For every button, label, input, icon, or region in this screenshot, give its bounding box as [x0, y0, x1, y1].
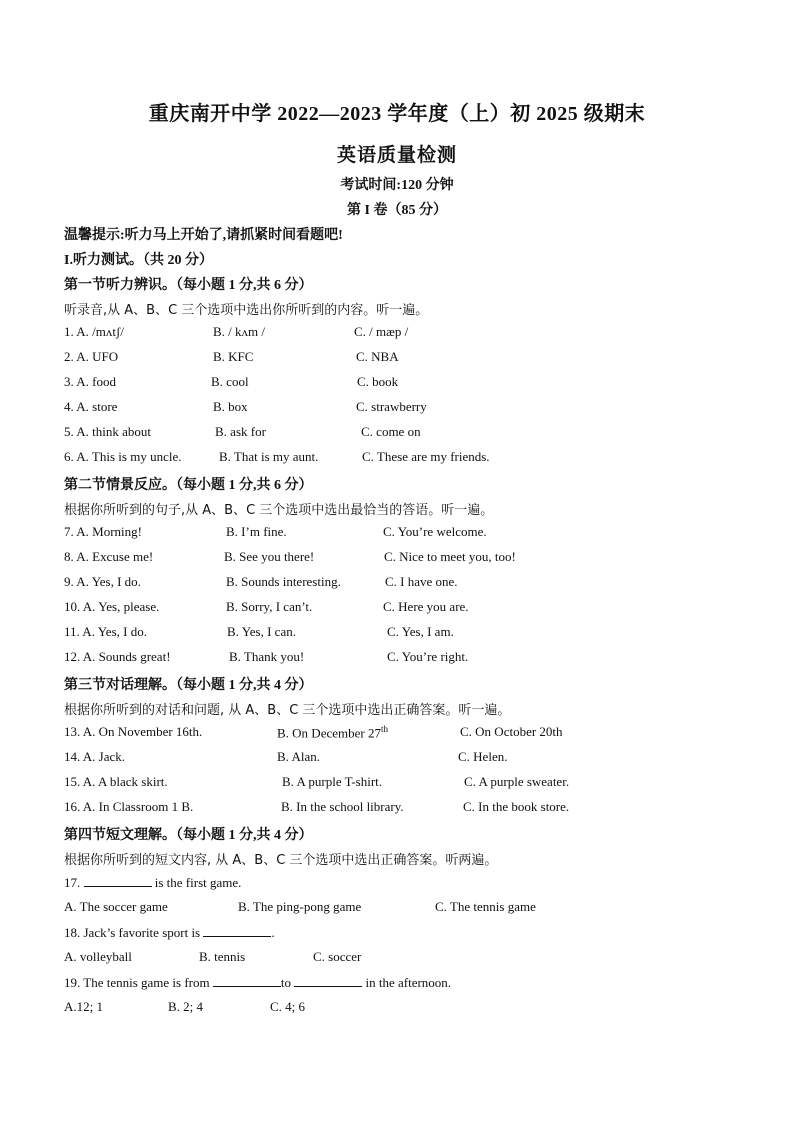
section1-title: 第一节听力辨识。（每小题 1 分,共 6 分） — [64, 278, 313, 293]
question-text: 18. Jack’s favorite sport is — [64, 925, 201, 940]
option-b: B. KFC — [213, 349, 254, 364]
option-a: 11. A. Yes, I do. — [64, 624, 147, 639]
option-b: B. That is my aunt. — [219, 449, 319, 464]
option-a: 16. A. In Classroom 1 B. — [64, 799, 194, 814]
option-b: B. ask for — [215, 424, 266, 439]
option-b: B. Sorry, I can’t. — [226, 599, 313, 614]
option-c: C. soccer — [313, 949, 362, 964]
answer-blank[interactable] — [213, 974, 281, 987]
option-c: C. / mæp / — [354, 324, 409, 339]
option-a: 1. A. /mʌtʃ/ — [64, 324, 124, 339]
question-19 — [64, 974, 451, 991]
option-c: C. Helen. — [458, 749, 508, 764]
part1-title: I.听力测试。（共 20 分） — [64, 253, 213, 268]
option-c: C. The tennis game — [435, 899, 536, 914]
exam-title: 重庆南开中学 2022—2023 学年度（上）初 2025 级期末 — [148, 103, 646, 125]
section1-instruction: 听录音,从 A、B、C 三个选项中选出你所听到的内容。听一遍。 — [64, 303, 429, 318]
option-b: B. I’m fine. — [226, 524, 287, 539]
option-a: 7. A. Morning! — [64, 524, 142, 539]
answer-blank[interactable] — [294, 974, 362, 987]
ordinal-suffix: th — [380, 724, 388, 734]
option-c: C. I have one. — [385, 574, 458, 589]
option-a: 9. A. Yes, I do. — [64, 574, 141, 589]
option-a: 15. A. A black skirt. — [64, 774, 168, 789]
question-text: 19. The tennis game is from — [64, 975, 210, 990]
option-b: B. Alan. — [277, 749, 320, 764]
option-a: A. The soccer game — [64, 899, 168, 914]
option-c: C. Yes, I am. — [387, 624, 454, 639]
option-b: B. 2; 4 — [168, 999, 204, 1014]
option-b: B. cool — [211, 374, 249, 389]
option-c: C. A purple sweater. — [464, 774, 570, 789]
section3-instruction: 根据你所听到的对话和问题, 从 A、B、C 三个选项中选出正确答案。听一遍。 — [64, 703, 511, 718]
option-c: C. In the book store. — [463, 799, 570, 814]
question-text: is the first game. — [154, 875, 242, 890]
option-c: C. 4; 6 — [270, 999, 306, 1014]
option-b: B. box — [213, 399, 248, 414]
option-a: 5. A. think about — [64, 424, 152, 439]
option-a: A. volleyball — [64, 949, 132, 964]
option-a: 14. A. Jack. — [64, 749, 126, 764]
option-b: B. A purple T-shirt. — [282, 774, 383, 789]
option-c: C. book — [357, 374, 399, 389]
option-b: B. Yes, I can. — [227, 624, 296, 639]
option-c: C. Here you are. — [383, 599, 469, 614]
option-a: A.12; 1 — [64, 999, 103, 1014]
option-b-text: B. On December 27 — [277, 725, 381, 741]
option-b: B. Thank you! — [229, 649, 305, 664]
option-b: B. In the school library. — [281, 799, 404, 814]
section3-title: 第三节对话理解。（每小题 1 分,共 4 分） — [64, 678, 313, 693]
option-b — [277, 724, 388, 741]
answer-blank[interactable] — [84, 874, 152, 887]
option-c: C. NBA — [356, 349, 399, 364]
option-b: B. The ping-pong game — [238, 899, 362, 914]
exam-subtitle: 英语质量检测 — [336, 145, 457, 166]
question-17 — [64, 874, 241, 891]
option-a: 4. A. store — [64, 399, 118, 414]
option-a: 2. A. UFO — [64, 349, 119, 364]
question-mid: to — [280, 975, 291, 990]
question-number: 17. — [64, 875, 81, 890]
option-b: B. / kʌm / — [213, 324, 266, 339]
option-a: 6. A. This is my uncle. — [64, 449, 182, 464]
question-end: in the afternoon. — [365, 975, 452, 990]
section2-title: 第二节情景反应。（每小题 1 分,共 6 分） — [64, 478, 313, 493]
option-a: 10. A. Yes, please. — [64, 599, 160, 614]
option-a: 12. A. Sounds great! — [64, 649, 171, 664]
section4-title: 第四节短文理解。（每小题 1 分,共 4 分） — [64, 828, 313, 843]
tip-text: 温馨提示:听力马上开始了,请抓紧时间看题吧! — [64, 228, 343, 243]
option-c: C. You’re right. — [387, 649, 469, 664]
question-18 — [64, 924, 275, 941]
option-c: C. These are my friends. — [362, 449, 490, 464]
answer-blank[interactable] — [203, 924, 271, 937]
question-end: . — [271, 925, 275, 940]
option-a: 3. A. food — [64, 374, 116, 389]
section2-instruction: 根据你所听到的句子,从 A、B、C 三个选项中选出最恰当的答语。听一遍。 — [64, 503, 494, 518]
option-c: C. On October 20th — [460, 724, 563, 739]
option-c: C. come on — [361, 424, 421, 439]
option-c: C. You’re welcome. — [383, 524, 487, 539]
option-c: C. Nice to meet you, too! — [384, 549, 516, 564]
volume-heading: 第 I 卷（85 分） — [347, 203, 447, 218]
option-b: B. See you there! — [224, 549, 315, 564]
option-b: B. tennis — [199, 949, 246, 964]
exam-time: 考试时间:120 分钟 — [340, 178, 454, 193]
option-a: 13. A. On November 16th. — [64, 724, 203, 739]
option-c: C. strawberry — [356, 399, 427, 414]
option-a: 8. A. Excuse me! — [64, 549, 154, 564]
section4-instruction: 根据你所听到的短文内容, 从 A、B、C 三个选项中选出正确答案。听两遍。 — [64, 853, 498, 868]
option-b: B. Sounds interesting. — [226, 574, 341, 589]
